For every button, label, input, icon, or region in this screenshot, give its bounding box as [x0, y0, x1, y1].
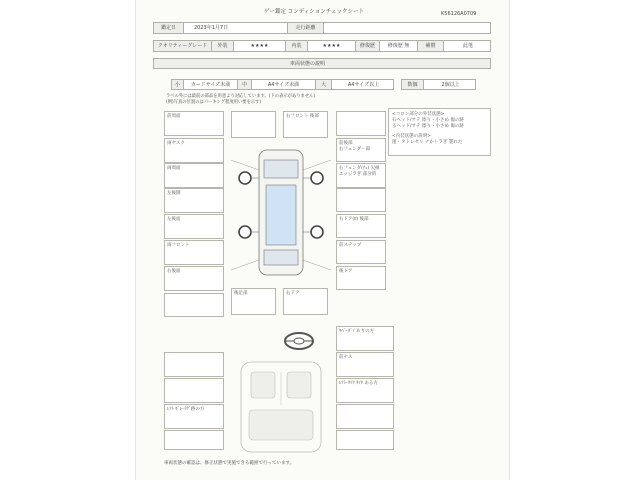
- damage-label: ﾚﾌﾄ ｷﾞﾚ･ﾗｸﾞ跡の方: [167, 407, 205, 412]
- footer-note: 車両状態の確認は、修正状態で実施できる範囲で行っています。: [164, 461, 295, 466]
- damage-label: 両ヤスク: [167, 141, 185, 146]
- mileage-value: [324, 23, 492, 33]
- car-top-view-diagram: [231, 140, 331, 290]
- damage-box-bottom-2: [283, 288, 328, 315]
- size-a4plus: A4サイズ以上: [347, 82, 380, 88]
- note-2: (例)写真の位置のはパーキング程度用い要を示す): [166, 100, 262, 105]
- repair-label: 修復歴: [356, 41, 380, 51]
- steering-wheel-icon: [283, 330, 315, 352]
- size-mid: 中: [238, 80, 252, 89]
- damage-label: 右後面: [167, 269, 181, 274]
- damage-box-left-6: [164, 240, 224, 265]
- size-large: 大: [316, 80, 332, 89]
- mileage-label: 走行距離: [288, 23, 324, 33]
- warranty-value: 此笔: [462, 43, 473, 49]
- inspection-sheet: [135, 0, 510, 480]
- damage-box-left-7: [164, 266, 224, 291]
- damage-label: 前ナス: [339, 355, 353, 360]
- damage-label: 右ドア: [286, 291, 300, 296]
- damage-box-left-3: [164, 163, 224, 188]
- damage-box-bottom-1: [231, 288, 276, 315]
- damage-label: ｷﾊﾞ･ﾀﾞｲ ありの方: [339, 329, 375, 334]
- interior-box-1: [336, 326, 394, 351]
- damage-box-left-1: [164, 111, 224, 136]
- section-header: [153, 58, 491, 69]
- count-value: 2個以上: [441, 82, 460, 88]
- info-row-grade: [153, 40, 491, 52]
- sheet-title: ゲー鑑定 コンディションチェックシート: [264, 9, 365, 15]
- damage-box-left-5: [164, 214, 224, 239]
- repair-value: 修復歴 無: [380, 41, 418, 51]
- damage-label: 右ドア(ﾛ) 後部: [339, 217, 369, 222]
- damage-label: 左後側: [167, 191, 181, 196]
- interior-box-2: [336, 352, 394, 377]
- car-interior-diagram: [231, 360, 331, 455]
- damage-box-right-5: [336, 214, 386, 238]
- damage-box-right-2: [336, 138, 386, 162]
- damage-label: 右フェンダ(ﾁｪ) 欠損: [339, 166, 380, 171]
- damage-label: 前後部: [339, 141, 353, 146]
- legend-title-2: <内装状態の説明>: [392, 134, 432, 139]
- legend-title: <コロン部分の外装状態>: [392, 112, 445, 117]
- date-value: 2023年1月7日: [184, 23, 288, 33]
- damage-label: 後足部: [234, 291, 248, 296]
- damage-box-right-4: [336, 188, 386, 212]
- interior-box-left-3: [164, 404, 224, 429]
- legend-line-1: 石ヘッド/サテ 擦り・小さめ 傷の跡: [392, 118, 464, 123]
- size-legend: [171, 79, 394, 90]
- damage-box-left-4: [164, 188, 224, 213]
- damage-box-top-2: [283, 111, 328, 138]
- info-row-date: [153, 22, 491, 34]
- interior-box-left-4: [164, 430, 224, 450]
- size-card: カードサイズ未満: [184, 80, 238, 89]
- damage-box-right-6: [336, 240, 386, 264]
- count-label: 数個: [402, 80, 424, 89]
- exterior-label: 外装: [212, 41, 234, 51]
- note-1: ラベル外には最前の部品を用意より対応しています。(ドの表示がありません): [166, 94, 316, 99]
- legend-box: [388, 108, 491, 156]
- exterior-stars: ★★★★: [234, 41, 286, 51]
- damage-box-right-7: [336, 266, 386, 290]
- damage-label: 後ドア: [339, 269, 353, 274]
- damage-label: エッジラぎ 部分的: [339, 172, 377, 177]
- damage-label: 右フロント 後部: [286, 114, 319, 119]
- legend-line-2: るヘッド/サテ 擦り・小さめ 傷の跡: [392, 124, 464, 129]
- damage-label: 左後面: [167, 217, 181, 222]
- interior-label: 内装: [286, 41, 308, 51]
- damage-label: 前ステップ: [339, 243, 362, 248]
- interior-box-left-1: [164, 352, 224, 377]
- damage-box-right-3: [336, 163, 386, 188]
- size-a4: A4サイズ未満: [252, 80, 316, 89]
- damage-label: 両フロント: [167, 243, 190, 248]
- legend-line-3: 運・タトレセリ ナかトラぎ 製れた: [392, 140, 463, 145]
- interior-box-3: [336, 378, 394, 403]
- damage-box-left-2: [164, 138, 224, 163]
- warranty-label: 補償: [418, 41, 444, 51]
- damage-label: 両周面: [167, 166, 181, 171]
- interior-box-4: [336, 404, 394, 429]
- size-small: 小: [172, 80, 184, 89]
- date-label: 鑑定日: [154, 23, 184, 33]
- damage-label: ﾚﾌﾄ･ﾀｲﾔ ﾀｲﾔ ある方: [339, 381, 378, 386]
- damage-box-right-1: [336, 111, 386, 136]
- interior-box-left-2: [164, 378, 224, 403]
- interior-stars: ★★★★: [308, 41, 356, 51]
- damage-label: 前周面: [167, 114, 181, 119]
- damage-box-left-8: [164, 293, 224, 317]
- count-legend: [401, 79, 476, 90]
- damage-label: 右フェンダー部: [339, 147, 371, 152]
- section-title: 車両状態の説明: [290, 61, 326, 67]
- document-id: K56126A0709: [441, 11, 477, 17]
- grade-label: クオリティーグレード: [154, 41, 212, 51]
- interior-box-5: [336, 430, 394, 450]
- damage-box-top-1: [231, 111, 276, 138]
